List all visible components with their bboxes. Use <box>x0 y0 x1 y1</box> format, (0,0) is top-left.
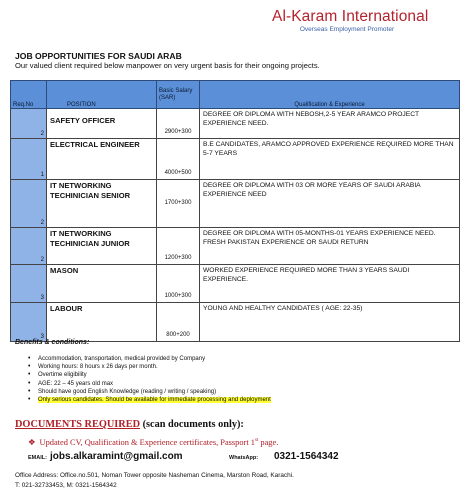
documents-item <box>28 437 278 447</box>
office-address-block <box>15 471 294 491</box>
company-name: Al-Karam International <box>272 8 429 25</box>
salary-value: 2900+300 <box>157 109 200 139</box>
intro-text: Our valued client required below manpower on very urgent basis for their ongoing projects. <box>15 61 320 70</box>
position-name: IT NETWORKING TECHINICIAN SENIOR <box>47 180 157 228</box>
qualification-text: B.E CANDIDATES, ARAMCO APPROVED EXPERIENCE REQUIRED MORE THAN 5-7 YEARS <box>200 139 460 180</box>
list-item <box>28 388 271 396</box>
email-address[interactable]: jobs.alkaramint@gmail.com <box>50 451 183 462</box>
documents-subtitle: (scan documents only): <box>142 419 244 430</box>
office-address: Office Address: Office.no.501, Noman Tower opposite Nasheman Cinema, Marston Road, Karachi. <box>15 472 294 479</box>
office-phones: T: 021-32733453, M: 0321-1564342 <box>15 482 117 489</box>
bullet-diamond-icon: ❖ <box>28 438 36 447</box>
req-number: 3 <box>11 265 47 303</box>
qualification-text: DEGREE OR DIPLOMA WITH NEBOSH,2-5 YEAR ARAMCO PROJECT EXPERIENCE NEED. <box>200 109 460 139</box>
header-position: POSITION <box>47 81 157 109</box>
qualification-text: WORKED EXPERIENCE REQUIRED MORE THAN 3 YEARS SAUDI EXPERIENCE. <box>200 265 460 303</box>
benefit-text: Only serious candidates. Should be available for immediate processing and deployment <box>38 397 271 404</box>
whatsapp-label: WhatsApp: <box>229 455 259 461</box>
list-item <box>28 363 271 371</box>
header-salary: Basic Salary (SAR) <box>157 81 200 109</box>
page-title: JOB OPPORTUNITIES FOR SAUDI ARAB <box>15 51 182 61</box>
table-row <box>11 139 460 180</box>
position-name: ELECTRICAL ENGINEER <box>47 139 157 180</box>
benefit-text: Accommodation, transportation, medical provided by Company <box>38 356 206 362</box>
list-item <box>28 355 271 363</box>
whatsapp-number[interactable]: 0321-1564342 <box>274 451 339 462</box>
qualification-text: DEGREE OR DIPLOMA WITH 05-MONTHS-01 YEARS EXPERIENCE NEED. FRESH PAKISTAN EXPERIENCE OR SAUDI RETURN <box>200 228 460 265</box>
salary-value: 4000+500 <box>157 139 200 180</box>
benefit-text: Should have good English Knowledge (reading / writing / speaking) <box>38 388 217 395</box>
list-item-highlighted <box>28 396 271 404</box>
qualification-text: YOUNG AND HEALTHY CANDIDATES ( AGE: 22-35) <box>200 303 460 342</box>
table-header-row <box>11 81 460 109</box>
documents-heading <box>15 419 244 430</box>
salary-value: 1700+300 <box>157 180 200 228</box>
req-number: 1 <box>11 139 47 180</box>
salary-value: 800+200 <box>157 303 200 342</box>
position-name: MASON <box>47 265 157 303</box>
position-name: IT NETWORKING TECHINICIAN JUNIOR <box>47 228 157 265</box>
position-name: SAFETY OFFICER <box>47 109 157 139</box>
documents-title: DOCUMENTS REQUIRED <box>15 419 141 430</box>
req-number: 2 <box>11 109 47 139</box>
salary-value: 1200+300 <box>157 228 200 265</box>
email-label: EMAIL: <box>28 455 47 461</box>
position-name: LABOUR <box>47 303 157 342</box>
benefit-text: Working hours: 8 hours x 26 days per month. <box>38 364 158 371</box>
benefits-heading: Benefits & conditions: <box>15 339 90 346</box>
req-number: 2 <box>11 228 47 265</box>
table-row <box>11 228 460 265</box>
table-row <box>11 109 460 139</box>
benefit-text: AGE: 22 – 45 years old max <box>38 380 114 387</box>
documents-item-end: page. <box>258 438 279 447</box>
salary-value: 1000+300 <box>157 265 200 303</box>
table-row <box>11 265 460 303</box>
benefits-list <box>28 355 271 404</box>
list-item <box>28 380 271 388</box>
list-item <box>28 371 271 379</box>
header-req-no: Req.No <box>11 81 47 109</box>
company-tagline: Overseas Employment Promoter <box>299 26 395 33</box>
table-row <box>11 180 460 228</box>
table-row <box>11 303 460 342</box>
benefit-text: Overtime eligibility <box>38 372 87 379</box>
header-qualification: Qualification & Experience <box>200 81 460 109</box>
req-number: 2 <box>11 180 47 228</box>
documents-item-text: Updated CV, Qualification & Experience certificates, Passport 1 <box>39 438 255 447</box>
req-number: 3 <box>11 303 47 342</box>
jobs-table <box>10 80 460 342</box>
company-header <box>272 8 429 33</box>
qualification-text: DEGREE OR DIPLOMA WITH 03 OR MORE YEARS OF SAUDI ARABIA EXPERIENCE NEED <box>200 180 460 228</box>
documents-item-sup: st <box>254 438 259 444</box>
